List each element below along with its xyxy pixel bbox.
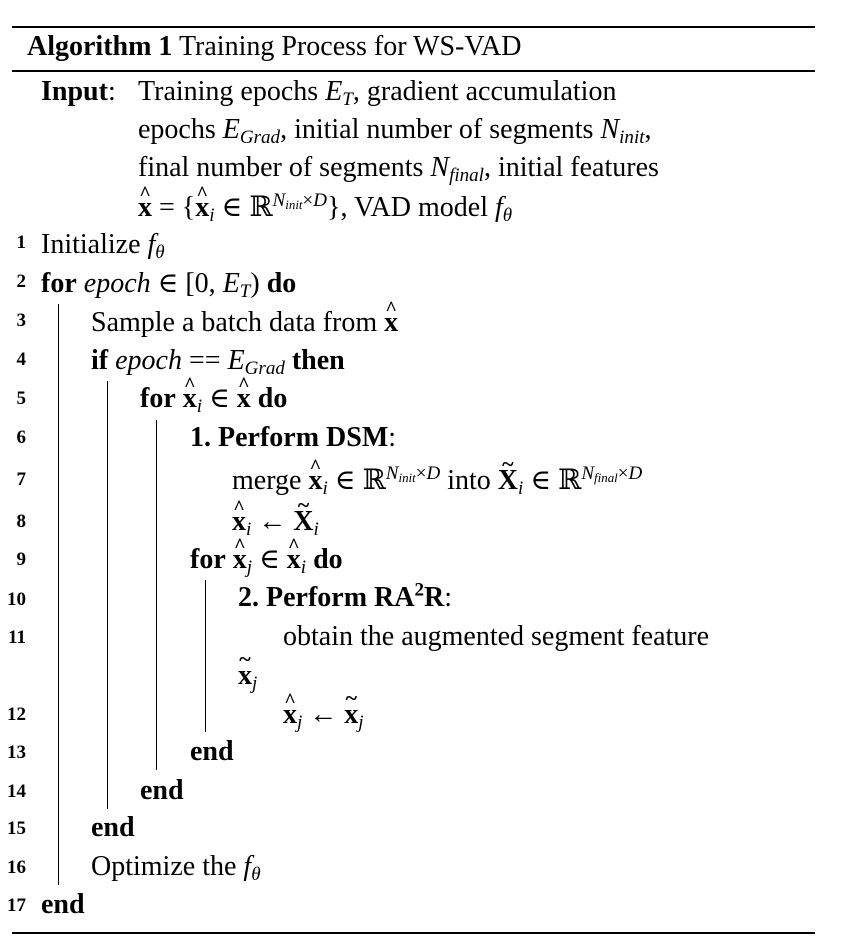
for-xi-block-bar — [156, 420, 157, 770]
input-line-4: x ^ = {x $\^{}_i$ ∈ ℝ$^{N_{init}\times D}$}, VAD model $f_\theta$ — [138, 189, 512, 226]
algo-line-1: Initialize $f_\theta$ — [41, 229, 165, 263]
algo-line-10: 2. Perform $RA^2R$: — [238, 579, 453, 613]
for-xj-block-bar — [205, 580, 206, 732]
line-number: 4 — [16, 349, 26, 370]
line-number: 3 — [16, 310, 26, 331]
algorithm-caption — [27, 31, 521, 63]
algo-line-9: for x $\^{}_j$ ∈ x $\^{}_i$ do — [190, 542, 343, 578]
line-number: 2 — [16, 271, 26, 292]
line-number: 11 — [8, 627, 26, 648]
line-number: 5 — [16, 388, 26, 409]
algo-line-11: obtain the augmented segment feature — [283, 621, 710, 652]
line-number: 10 — [7, 589, 26, 610]
input-line-2: epochs $E_{Grad}$, initial number of segments $N_{init}$, — [138, 114, 652, 148]
line-number: 9 — [16, 549, 26, 570]
algo-line-14: end — [140, 775, 184, 806]
algo-line-16: Optimize the $f_\theta$ — [91, 851, 261, 885]
line-number: 14 — [7, 781, 26, 802]
algo-line-4: if epoch == $E_{Grad}$ then — [91, 345, 345, 379]
algorithm-label: Algorithm 1 — [27, 31, 173, 62]
algo-line-6: 1. Perform DSM: — [190, 422, 397, 453]
bottom-rule — [12, 932, 815, 934]
line-number: 13 — [7, 742, 26, 763]
algo-line-7: merge x $\^{}_i$ ∈ ℝ$^{N_{init}\times D}$ into X $\sim_i$ ∈ ℝ$^{N_{final}\times D}$ — [232, 462, 642, 499]
line-number: 12 — [7, 704, 26, 725]
algo-line-11-cont: x $\sim_j$ — [238, 658, 257, 694]
line-number: 6 — [16, 427, 26, 448]
algo-line-13: end — [190, 736, 234, 767]
caption-rule — [12, 70, 815, 72]
algo-line-8: x $\^{}_i$ ← X $\sim_i$ — [232, 504, 319, 540]
line-number: 15 — [7, 818, 26, 839]
input-label-line: Input: — [41, 76, 116, 107]
input-label: Input — [41, 76, 108, 107]
algo-line-17: end — [41, 889, 85, 920]
algo-line-15: end — [91, 812, 135, 843]
input-line-1: Training epochs $E_T$, gradient accumulation — [138, 76, 617, 110]
top-rule — [12, 26, 815, 28]
algo-line-2: for epoch ∈ [0, $E_T$) do — [41, 268, 297, 302]
algo-line-12: x $\^{}_j$ ← x $\sim_j$ — [283, 697, 364, 733]
algo-line-3: Sample a batch data from x ^ — [91, 305, 398, 341]
algorithm-title: Training Process for WS-VAD — [178, 31, 522, 62]
if-block-bar — [107, 381, 108, 809]
line-number: 17 — [7, 895, 26, 916]
line-number: 1 — [16, 232, 26, 253]
input-line-3: final number of segments $N_{final}$, initial features — [138, 152, 659, 186]
line-number: 8 — [16, 511, 26, 532]
for-epoch-block-bar — [58, 304, 59, 885]
line-number: 7 — [16, 469, 26, 490]
algo-line-5: for x $\^{}_i$ ∈ x ^ do — [140, 381, 287, 417]
line-number: 16 — [7, 857, 26, 878]
